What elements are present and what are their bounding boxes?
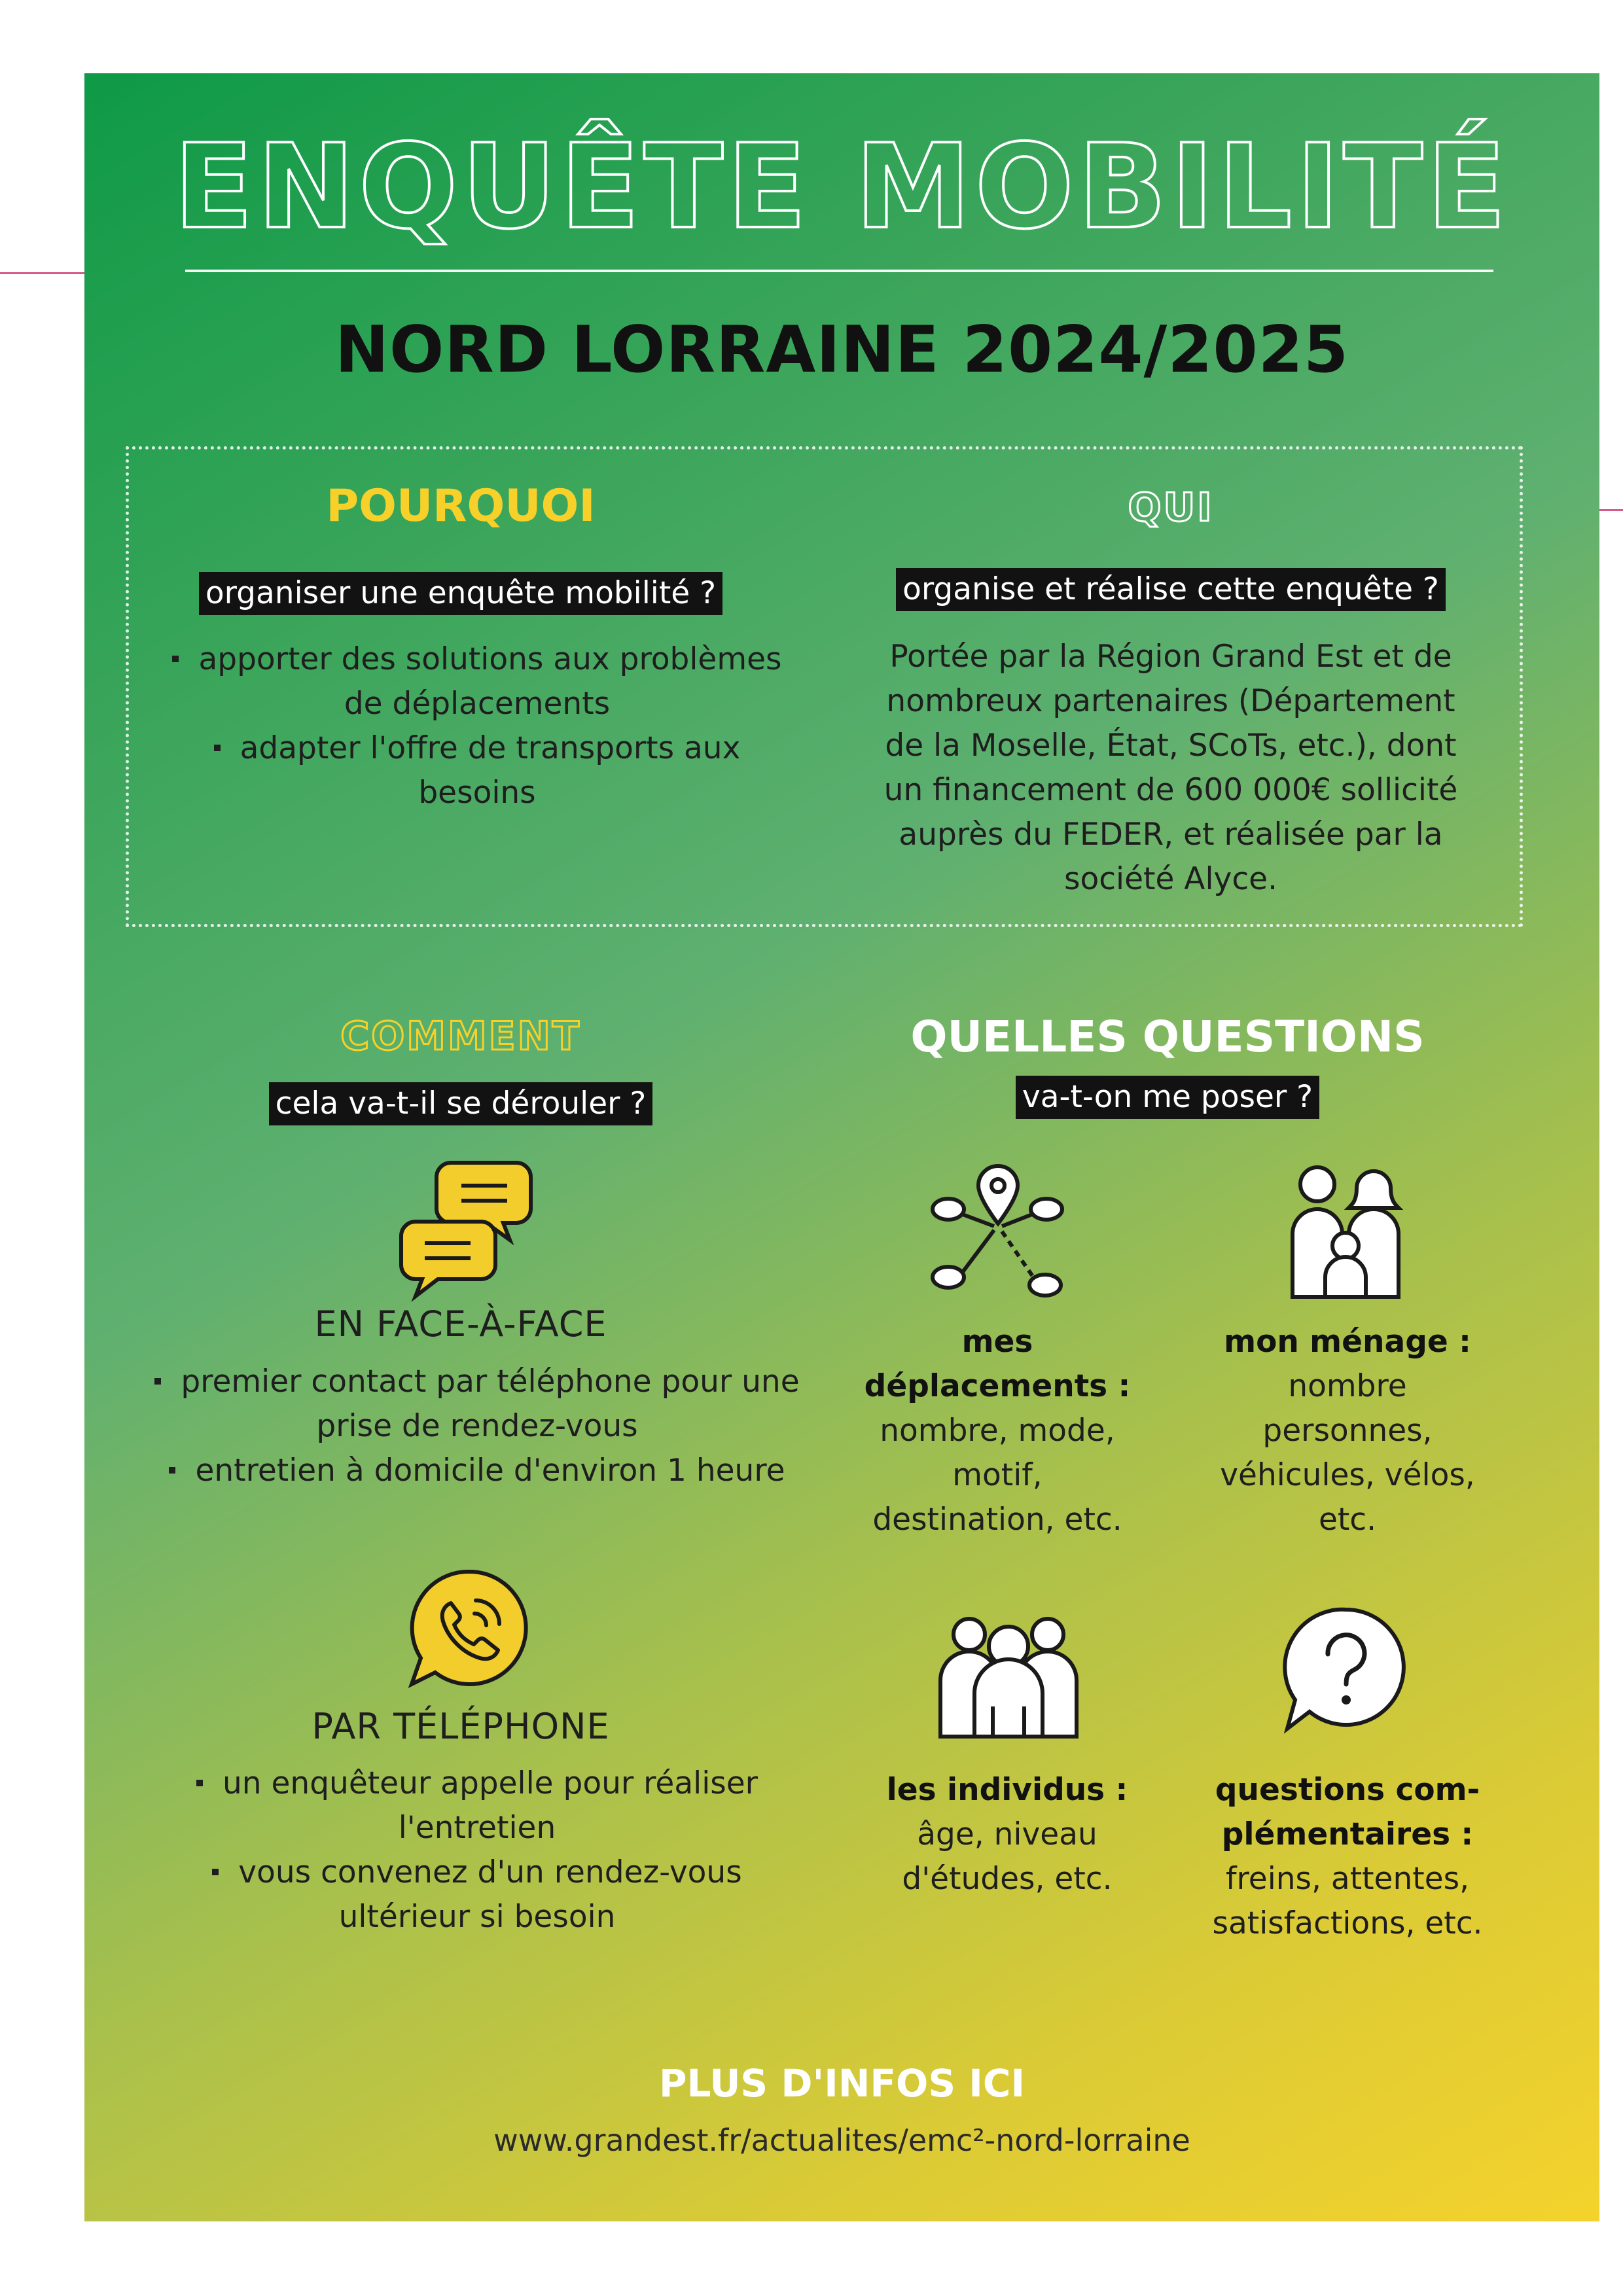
family-icon [1283, 1162, 1408, 1303]
questions-heading: QUELLES QUESTIONS [910, 1012, 1425, 1062]
question-item-2-text: nombre personnes, véhicules, vélos, etc. [1220, 1368, 1475, 1538]
bullet-icon [172, 656, 179, 662]
pourquoi-heading: POURQUOI [326, 480, 596, 532]
question-item-2-title: mon ménage : [1224, 1324, 1471, 1360]
qui-text: Portée par la Région Grand Est et de nombreux partenaires (Département de la Moselle, État, SCoTs, etc.), dont un financement de 600 000€ sollicité auprès du FEDER, et réalisée par la société Alyce. [883, 639, 1458, 897]
question-item-4-title: questions com-plémentaires : [1215, 1772, 1480, 1852]
question-item-1-text: nombre, mode, motif, destination, etc. [872, 1413, 1122, 1538]
registration-mark-right [1599, 509, 1623, 511]
bullet-icon [154, 1378, 161, 1385]
face-title: EN FACE-À-FACE [314, 1303, 607, 1345]
network-location-icon [929, 1162, 1066, 1303]
chat-bubbles-icon [397, 1156, 535, 1300]
poster [84, 73, 1599, 2221]
question-bubble-icon [1281, 1604, 1412, 1742]
comment-heading: COMMENT [340, 1014, 581, 1059]
group-people-icon [930, 1608, 1087, 1739]
qui-question: organise et réalise cette enquête ? [896, 568, 1446, 611]
bullet-icon [169, 1467, 175, 1474]
questions-question: va-t-on me poser ? [1016, 1076, 1319, 1119]
registration-mark-left [0, 272, 84, 274]
bullet-icon [214, 745, 221, 751]
question-item-2 [1210, 1320, 1485, 1542]
page-title: ENQUÊTE MOBILITÉ [173, 119, 1510, 255]
phone-bubble-icon [404, 1565, 535, 1696]
comment-question-wrap [150, 1082, 772, 1125]
face-bullets [150, 1360, 804, 1493]
bullet-icon [196, 1780, 203, 1786]
page-subtitle: NORD LORRAINE 2024/2025 [334, 313, 1349, 387]
question-item-4 [1204, 1768, 1491, 1946]
pourquoi-bullet-1: apporter des solutions aux problèmes de déplacements [150, 637, 804, 726]
pourquoi-bullets [150, 637, 804, 815]
qui-question-wrap [844, 568, 1498, 611]
pourquoi-question: organiser une enquête mobilité ? [199, 572, 722, 615]
pourquoi-question-wrap [150, 572, 772, 615]
question-item-3-title: les individus : [886, 1772, 1128, 1808]
face-bullet-2: entretien à domicile d'environ 1 heure [150, 1449, 804, 1493]
bullet-icon [212, 1869, 219, 1875]
question-item-3 [870, 1768, 1145, 1901]
question-item-1 [857, 1320, 1138, 1542]
title-divider [185, 270, 1493, 272]
more-info-heading: PLUS D'INFOS ICI [658, 2061, 1026, 2106]
comment-question: cela va-t-il se dérouler ? [269, 1082, 653, 1125]
face-bullet-1: premier contact par téléphone pour une prise de rendez-vous [150, 1360, 804, 1449]
phone-title: PAR TÉLÉPHONE [312, 1706, 610, 1747]
question-item-4-text: freins, attentes, satisfactions, etc. [1212, 1861, 1483, 1941]
more-info-link[interactable]: www.grandest.fr/actualites/emc²-nord-lorraine [493, 2123, 1190, 2158]
pourquoi-bullet-2: adapter l'offre de transports aux besoins [150, 726, 804, 815]
qui-heading: QUI [1128, 485, 1214, 531]
question-item-1-title: mes déplacements : [864, 1324, 1131, 1404]
phone-bullet-1: un enquêteur appelle pour réaliser l'entretien [150, 1761, 804, 1850]
questions-question-wrap [824, 1076, 1511, 1119]
question-item-3-text: âge, niveau d'études, etc. [902, 1816, 1113, 1897]
phone-bullet-2: vous convenez d'un rendez-vous ultérieur si besoin [150, 1850, 804, 1939]
phone-bullets [150, 1761, 804, 1939]
